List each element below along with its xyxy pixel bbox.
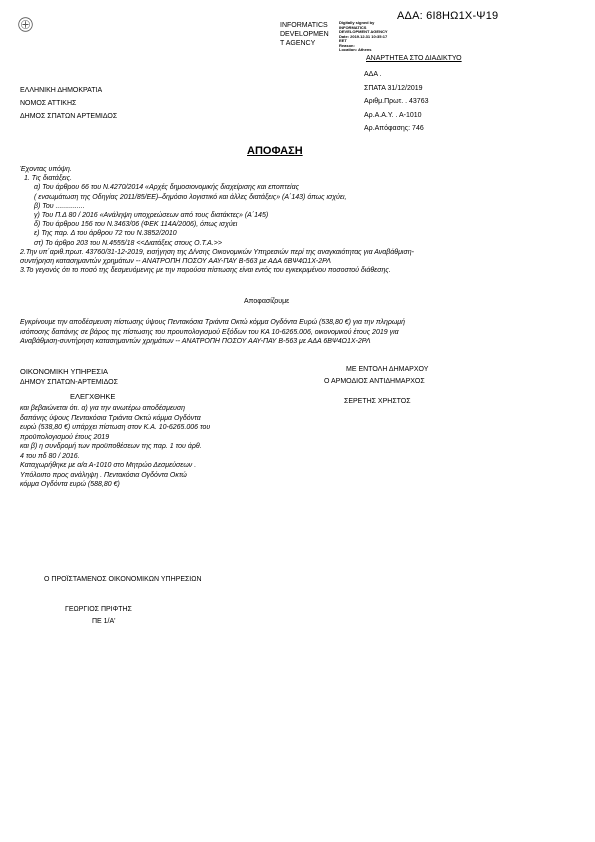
header-line: ΔΗΜΟΣ ΣΠΑΤΩΝ ΑΡΤΕΜΙΔΟΣ bbox=[20, 113, 118, 120]
document-details bbox=[364, 68, 429, 136]
logo-line: INFORMATICS bbox=[280, 22, 328, 29]
certification-line: Υπόλοιπο προς ανάληψη . Πεντακόσια Ογδόντα Οκτώ bbox=[20, 471, 187, 479]
certification-line: δαπάνης ύψους Πεντακόσια Τριάντα Οκτώ κόμμα Ογδόντα bbox=[20, 414, 201, 422]
deputy-mayor-title: Ο ΑΡΜΟΔΙΟΣ ΑΝΤΙΔΗΜΑΡΧΟΣ bbox=[324, 378, 425, 385]
ada-code: ΑΔΑ: 6Ι8ΗΩ1Χ-Ψ19 bbox=[397, 10, 499, 22]
signature-line: Date: 2019.12.31 10:35:17 bbox=[339, 33, 388, 39]
document-title: ΑΠΟΦΑΣΗ bbox=[247, 145, 303, 157]
logo-line: DEVELOPMEN bbox=[280, 31, 329, 38]
decision-text bbox=[20, 318, 405, 347]
head-of-finance-title: Ο ΠΡΟΪΣΤΑΜΕΝΟΣ ΟΙΚΟΝΟΜΙΚΩΝ ΥΠΗΡΕΣΙΩΝ bbox=[44, 576, 202, 583]
consideration-item: 1. Τις διατάξεις. bbox=[24, 175, 72, 183]
consideration-subitem: γ) Του Π.Δ 80 / 2016 «Ανάληψη υποχρεώσεων από τους διατάκτες» (Α΄145) bbox=[34, 212, 269, 220]
head-of-finance-name: ΓΕΩΡΓΙΟΣ ΠΡΙΦΤΗΣ bbox=[65, 606, 132, 613]
signature-line: Location: Athens bbox=[339, 47, 372, 52]
digital-signature-stamp bbox=[339, 21, 388, 53]
consideration-item: 2.Την υπ΄αριθ.πρωτ. 43760/31-12-2019, εισήγηση της Δ/νσης Οικονομικών Υπηρεσιών περί της αναγκαιότητας για Αναβάθμιση- bbox=[20, 248, 414, 256]
signature-line: INFORMATICS bbox=[339, 24, 367, 30]
consideration-subitem: α) Του άρθρου 66 του Ν.4270/2014 «Αρχές δημοσιονομικής διαχείρισης και εποπτείας bbox=[34, 184, 299, 192]
decision-line: Αναβάθμιση-συντήρηση κατασημαντών χρημάτων -- ΑΝΑΤΡΟΠΗ ΠΟΣΟΥ ΑΑΥ-ΠΑΥ Β-563 με ΑΔΑ 6ΒΨ4Ω1Χ-2ΡΛ bbox=[20, 338, 371, 345]
checked-label: ΕΛΕΓΧΘΗΚΕ bbox=[70, 392, 116, 401]
certification-line: και β) η συνδρομή των προϋποθέσεων της παρ. 1 του άρθ. bbox=[20, 443, 202, 450]
signature-line: Reason: bbox=[339, 42, 355, 48]
signature-line: Digitally signed by bbox=[339, 20, 375, 25]
decision-line: ισόποσης δαπάνης σε βάρος της πίστωσης του προυπολογισμού Εξόδων του ΚΑ 10-6265.006, οικονομικού έτους 2019 για bbox=[20, 328, 399, 336]
finance-municipality: ΔΗΜΟΥ ΣΠΑΤΩΝ-ΑΡΤΕΜΙΔΟΣ bbox=[20, 379, 118, 386]
certification-line: 4 του πδ 80 / 2016. bbox=[20, 452, 80, 460]
signature-line: DEVELOPMENT AGENCY bbox=[339, 29, 388, 34]
consideration-subitem: δ) Του άρθρου 156 του Ν.3463/06 (ΦΕΚ 114Α/2006), όπως ισχύει bbox=[34, 221, 238, 229]
decide-heading: Αποφασίζουμε bbox=[244, 298, 290, 305]
certification-line: και βεβαιώνεται ότι. α) για την ανωτέρω αποδέσμευση bbox=[20, 405, 185, 412]
deputy-mayor-name: ΣΕΡΕΤΗΣ ΧΡΗΣΤΟΣ bbox=[344, 398, 411, 405]
header-line: ΝΟΜΟΣ ΑΤΤΙΚΗΣ bbox=[20, 100, 77, 107]
decision-number: Αρ.Απόφασης: 746 bbox=[364, 125, 424, 132]
consideration-subitem: ε) Της παρ. Δ του άρθρου 72 του Ν.3852/2010 bbox=[34, 230, 177, 238]
logo-line: T AGENCY bbox=[280, 40, 316, 47]
considerations-section bbox=[20, 165, 414, 275]
head-of-finance-grade: ΠΕ 1/Α' bbox=[92, 618, 116, 625]
header-line: ΕΛΛΗΝΙΚΗ ΔΗΜΟΚΡΑΤΙΑ bbox=[20, 87, 103, 94]
decision-line: Εγκρίνουμε την αποδέσμευση πίστωσης ύψους Πεντακόσια Τριάντα Οκτώ κόμμα Ογδόντα Ευρώ (538,80 €) για την πληρωμή bbox=[20, 319, 406, 326]
issuer-header bbox=[20, 84, 117, 123]
certification-line: ευρώ (538,80 €) υπάρχει πίστωση στον Κ.Α. 10-6265.006 του bbox=[20, 424, 211, 431]
protocol-number: Αριθμ.Πρωτ. . 43763 bbox=[364, 98, 429, 105]
post-online-label: ΑΝΑΡΤΗΤΕΑ ΣΤΟ ΔΙΑΔΙΚΤΥΟ bbox=[366, 55, 462, 62]
consideration-subitem: β) Του ............... bbox=[34, 202, 85, 210]
consideration-subitem: στ) Το άρθρο 203 του Ν.4555/18 <<Διατάξεις στους Ο.Τ.Α.>> bbox=[34, 239, 222, 247]
finance-certification bbox=[20, 404, 210, 490]
date-field: ΣΠΑΤΑ 31/12/2019 bbox=[364, 84, 423, 92]
considerations-intro: Έχοντας υπόψη. bbox=[20, 166, 72, 173]
aay-number: Αρ.Α.Α.Υ. . Α-1010 bbox=[364, 111, 422, 119]
consideration-item: 3.Το γεγονός ότι το ποσό της δεσμευόμενης με την παρούσα πίστωσης είναι εντός του εγκεκριμένου ποσοστού διάθεσης. bbox=[20, 267, 391, 275]
consideration-item-cont: συντήρηση κατασημαντών χρημάτων -- ΑΝΑΤΡΟΠΗ ΠΟΣΟΥ ΑΑΥ-ΠΑΥ Β-563 με ΑΔΑ 6ΒΨ4Ω1Χ-2ΡΛ bbox=[20, 258, 331, 266]
certification-line: κόμμα Ογδόντα ευρώ (588,80 €) bbox=[20, 481, 120, 488]
certification-line: Καταχωρήθηκε με α/α Α-1010 στο Μητρώο Δεσμεύσεων . bbox=[20, 462, 197, 469]
diavgeia-logo-text bbox=[280, 21, 340, 48]
mayor-order-label: ΜΕ ΕΝΤΟΛΗ ΔΗΜΑΡΧΟΥ bbox=[346, 366, 429, 373]
consideration-subitem: ( ενσωμάτωση της Οδηγίας 2011/85/ΕΕ)–δημόσιο λογιστικό και άλλες διατάξεις» (Α΄143) όπως ισχύει, bbox=[34, 193, 347, 201]
ada-field: ΑΔΑ . bbox=[364, 71, 382, 78]
coat-of-arms-icon bbox=[18, 17, 33, 32]
signature-line: EET bbox=[339, 38, 347, 43]
certification-line: προϋπολογισμού έτους 2019 bbox=[20, 433, 110, 441]
finance-service-title: ΟΙΚΟΝΟΜΙΚΗ ΥΠΗΡΕΣΙΑ bbox=[20, 367, 109, 376]
